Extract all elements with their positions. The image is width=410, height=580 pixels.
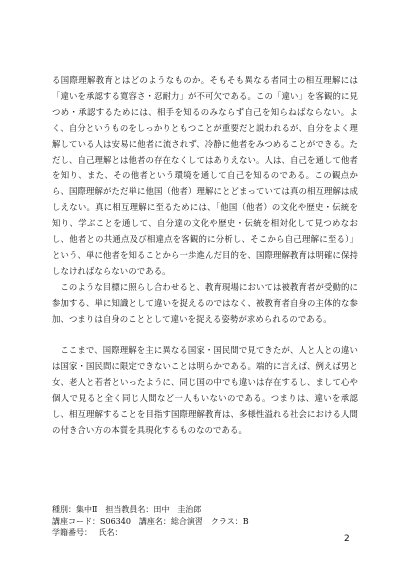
paragraph-spacer [52,328,358,344]
student-info-line: 学籍番号： 氏名： [52,528,123,537]
page-number: 2 [344,534,350,544]
paragraph-3: ここまで、国際理解を主に異なる国家・国民間で見てきたが、人と人との違いは国家・国民間に限定できないことは明らかである。端的に言えば、例えば男と女、老人と若者といったように、同じ国の中でも違いは存在するし、まして心や個人で見ると全く同じ人間など一人もいないのである。つまりは、違いを承認し、相互理解することを目指す国際理解教育は、多様性溢れる社会における人間の付き合い方の本質を具現化するものなのである。 [52,345,358,435]
essay-body [52,73,358,439]
course-info-footer [52,504,358,539]
course-code-line: 講座コード：S06340 講座名：総合演習 クラス：B [52,516,249,526]
paragraph-2: このような目標に照らし合わせると、教育現場においては被教育者が受動的に参加する、単に知識として違いを捉えるのではなく、被教育者自身の主体的な参加、つまりは自身のこととして違いを捉える姿勢が求められるのである。 [52,281,358,324]
paragraph-1: る国際理解教育とはどのようなものか。そもそも異なる者同士の相互理解には「違いを承認する寛容さ・忍耐力」が不可欠である。この「違い」を客観的に見つめ・承認するためには、相手を知るのみならず自己を知らねばならない。よく、自分というものをしっかりともつことが重要だと説われるが、自分をよく理解している人は安易に他者に流されず、冷静に他者をみつめることができる。ただし、自己理解とは他者の存在なくしてはありえない。人は、自己を通して他者を知り、また、その他者という環境を通して自己を知るのである。この観点から、国際理解がただ単に他国（他者）理解にとどまっていては真の相互理解は成しえない。真に相互理解に至るためには、「他国（他者）の文化や歴史・伝統を知り、学ぶことを通して、自分達の文化や歴史・伝統を相対化して見つめなおし、他者との共通点及び相違点を客観的に分析し、そこから自己理解に至る）」という、単に他者を知ることから一歩進んだ目的を、国際理解教育は明確に保持しなければならないのである。 [52,75,358,276]
course-type-line: 種別：集中Ⅱ 担当教員名：田中 圭治郎 [52,505,202,514]
